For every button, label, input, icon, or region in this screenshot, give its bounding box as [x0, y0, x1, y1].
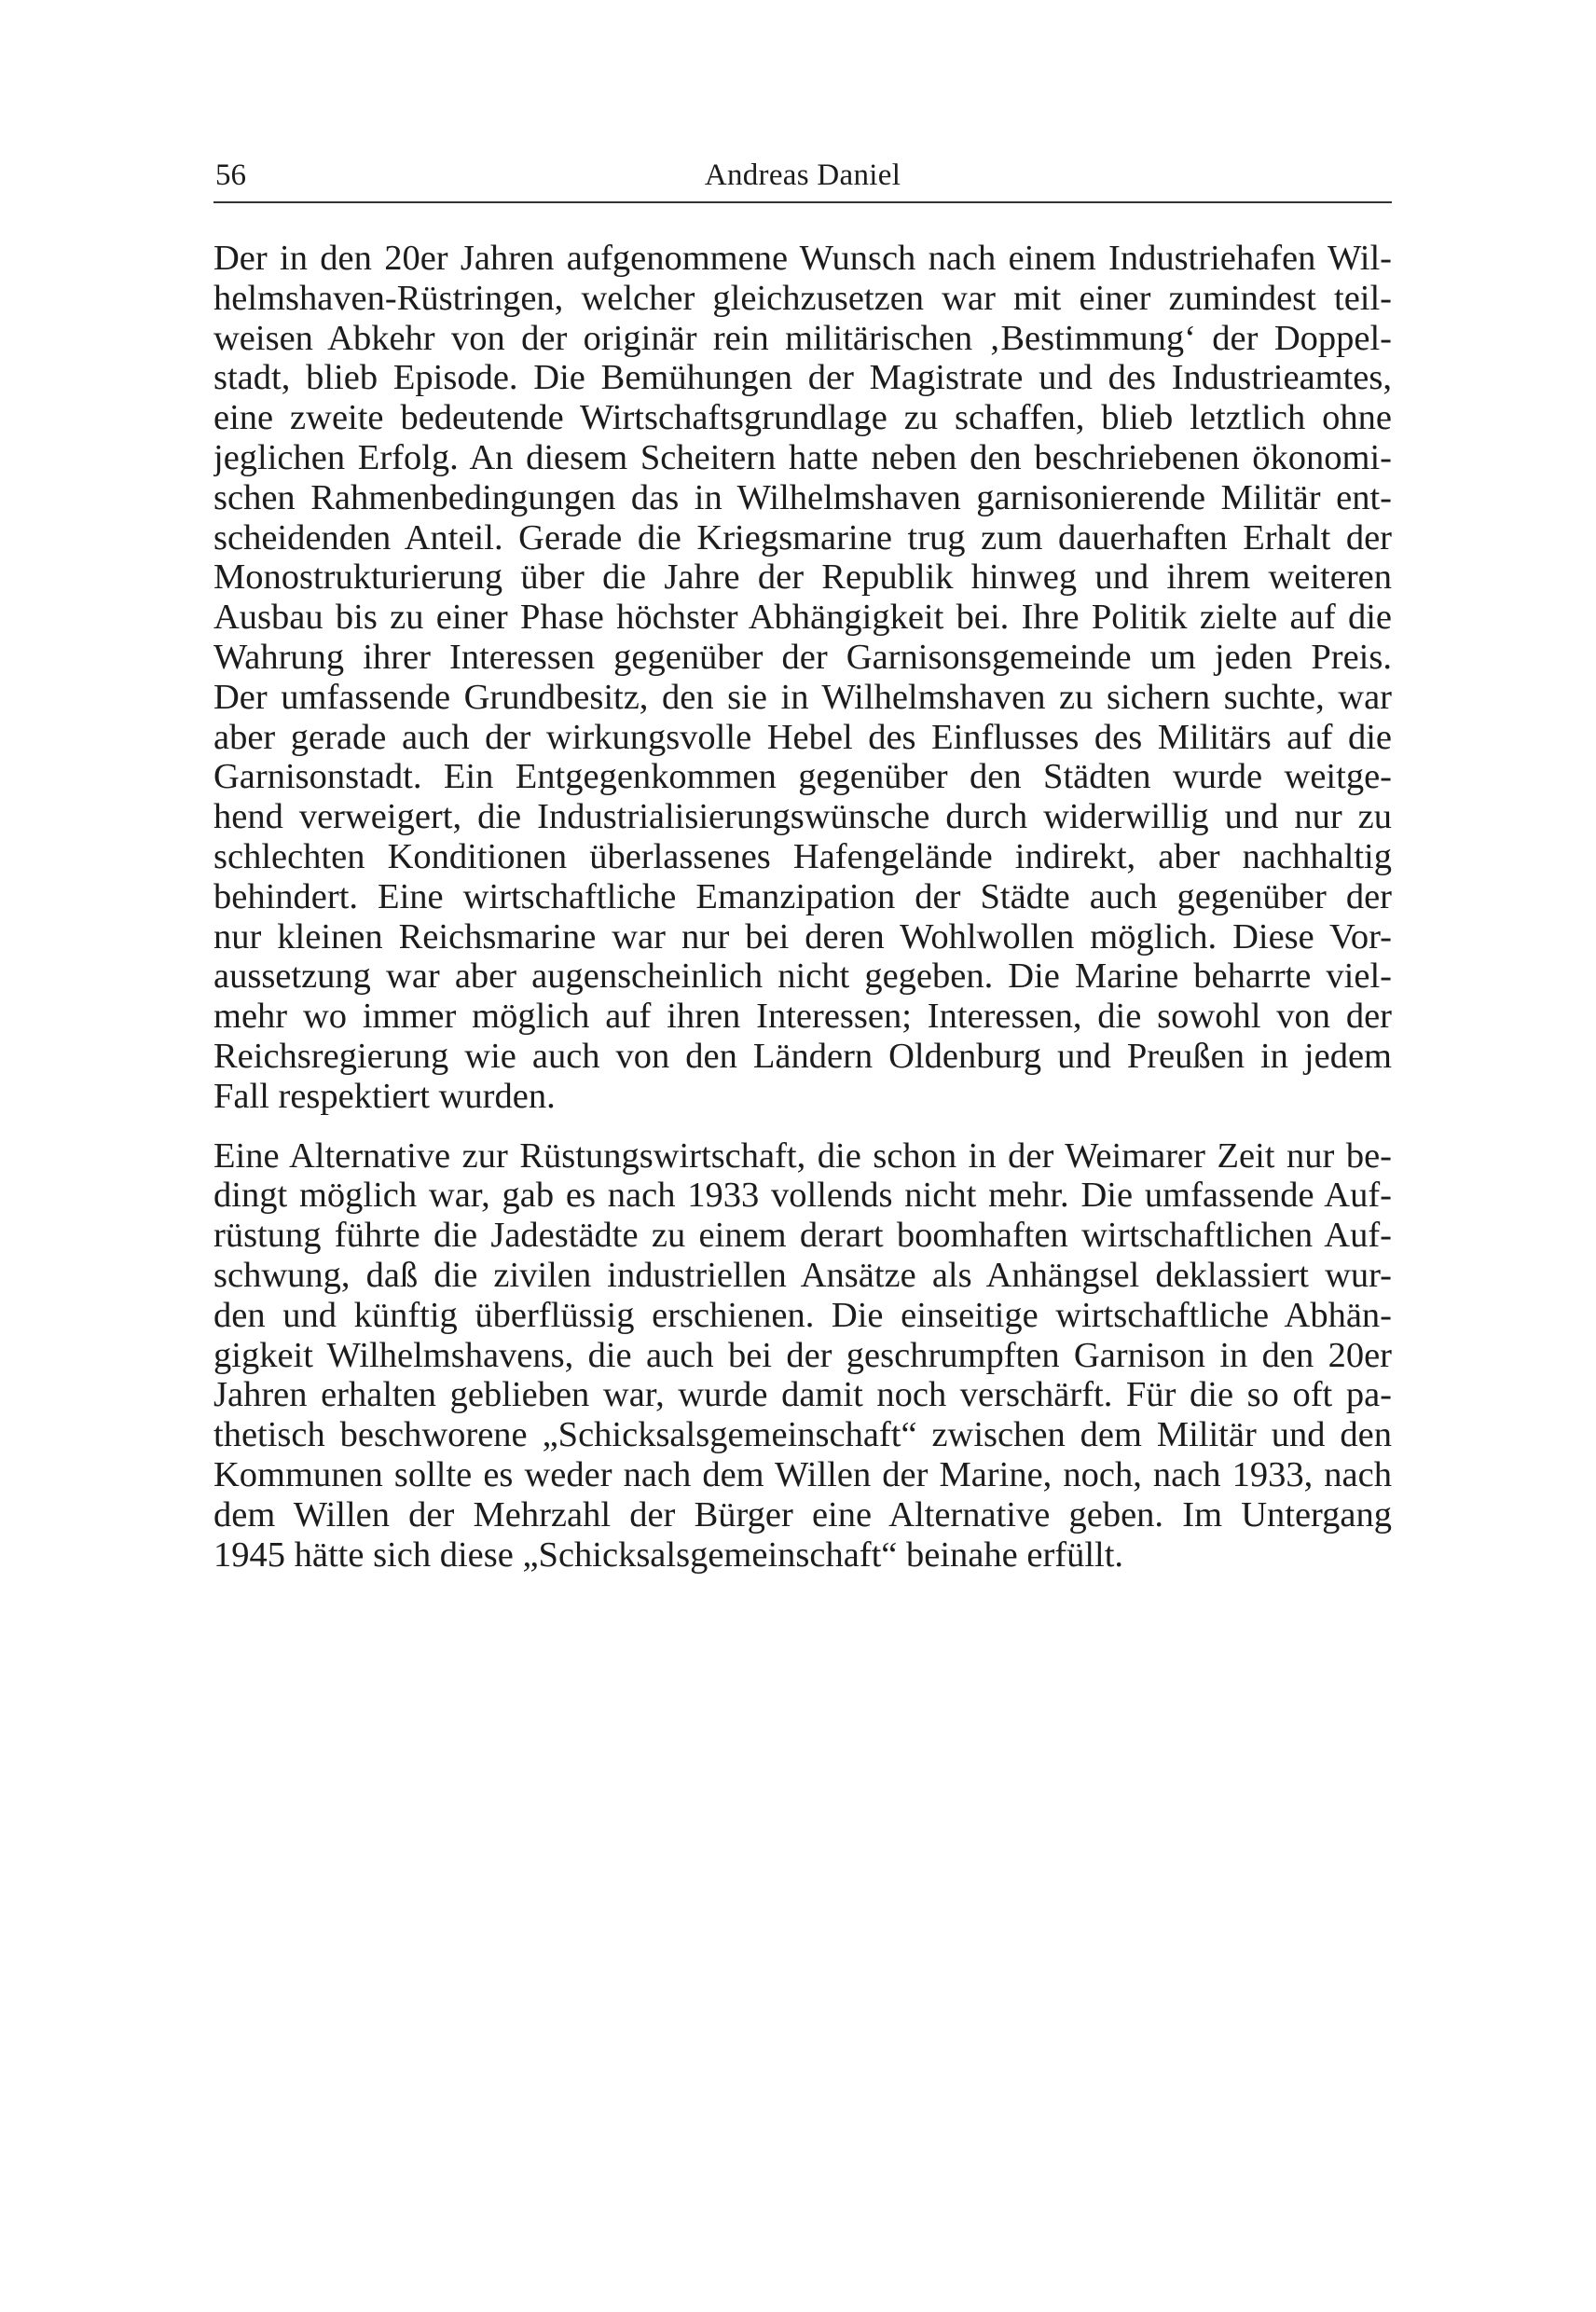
text-line: behindert. Eine wirtschaftliche Emanzipation der Städte auch gegenüber der [213, 876, 1392, 916]
text-line: dem Willen der Mehrzahl der Bürger eine Alternative geben. Im Untergang [213, 1494, 1392, 1534]
text-line: helmshaven-Rüstringen, welcher gleichzusetzen war mit einer zumindest teil- [213, 278, 1392, 318]
text-line: Wahrung ihrer Interessen gegenüber der Garnisonsgemeinde um jeden Preis. [213, 637, 1392, 677]
text-line: Jahren erhalten geblieben war, wurde damit noch verschärft. Für die so oft pa- [213, 1375, 1392, 1415]
text-line: mehr wo immer möglich auf ihren Interessen; Interessen, die sowohl von der [213, 997, 1392, 1037]
text-line: rüstung führte die Jadestädte zu einem derart boomhaften wirtschaftlichen Auf- [213, 1216, 1392, 1256]
text-line: Der in den 20er Jahren aufgenommene Wunsch nach einem Industriehafen Wil- [213, 239, 1392, 278]
text-line: aber gerade auch der wirkungsvolle Hebel des Einflusses des Militärs auf die [213, 717, 1392, 757]
text-line: schwung, daß die zivilen industriellen Ansätze als Anhängsel deklassiert wur- [213, 1255, 1392, 1295]
paragraph-2 [213, 1136, 1392, 1576]
text-line: stadt, blieb Episode. Die Bemühungen der Magistrate und des Industrieamtes, [213, 358, 1392, 398]
text-line: Ausbau bis zu einer Phase höchster Abhängigkeit bei. Ihre Politik zielte auf die [213, 598, 1392, 638]
text-line: schlechten Konditionen überlassenes Hafengelände indirekt, aber nachhaltig [213, 836, 1392, 876]
page-number: 56 [215, 158, 246, 192]
text-line: aussetzung war aber augenscheinlich nicht gegeben. Die Marine beharrte viel- [213, 956, 1392, 997]
text-line: thetisch beschworene „Schicksalsgemeinschaft“ zwischen dem Militär und den [213, 1415, 1392, 1455]
text-line: nur kleinen Reichsmarine war nur bei deren Wohlwollen möglich. Diese Vor- [213, 916, 1392, 956]
text-line: scheidenden Anteil. Gerade die Kriegsmarine trug zum dauerhaften Erhalt der [213, 517, 1392, 557]
text-line: Der umfassende Grundbesitz, den sie in Wilhelmshaven zu sichern suchte, war [213, 677, 1392, 717]
running-head: Andreas Daniel [704, 158, 901, 192]
text-line: eine zweite bedeutende Wirtschaftsgrundlage zu schaffen, blieb letztlich ohne [213, 398, 1392, 438]
text-line: 1945 hätte sich diese „Schicksalsgemeinschaft“ beinahe erfüllt. [213, 1534, 1124, 1575]
text-line: Reichsregierung wie auch von den Ländern Oldenburg und Preußen in jedem [213, 1036, 1392, 1076]
text-line: Kommunen sollte es weder nach dem Willen der Marine, noch, nach 1933, nach [213, 1454, 1392, 1494]
text-line: schen Rahmenbedingungen das in Wilhelmshaven garnisonierende Militär ent- [213, 477, 1392, 517]
text-line: weisen Abkehr von der originär rein militärischen ‚Bestimmung‘ der Doppel- [213, 318, 1392, 358]
text-line: hend verweigert, die Industrialisierungswünsche durch widerwillig und nur zu [213, 797, 1392, 837]
text-line: Garnisonstadt. Ein Entgegenkommen gegenüber den Städten wurde weitge- [213, 757, 1392, 797]
page-header [213, 157, 1392, 203]
text-line: Fall respektiert wurden. [213, 1076, 556, 1116]
text-line: Eine Alternative zur Rüstungswirtschaft, die schon in der Weimarer Zeit nur be- [213, 1135, 1392, 1176]
text-line: jeglichen Erfolg. An diesem Scheitern hatte neben den beschriebenen ökonomi- [213, 437, 1392, 477]
text-line: den und künftig überflüssig erschienen. Die einseitige wirtschaftliche Abhän- [213, 1295, 1392, 1335]
text-line: dingt möglich war, gab es nach 1933 vollends nicht mehr. Die umfassende Auf- [213, 1176, 1392, 1216]
text-line: Monostrukturierung über die Jahre der Republik hinweg und ihrem weiteren [213, 557, 1392, 598]
body-text [213, 239, 1392, 1575]
paragraph-1 [213, 239, 1392, 1117]
text-line: gigkeit Wilhelmshavens, die auch bei der geschrumpften Garnison in den 20er [213, 1335, 1392, 1375]
